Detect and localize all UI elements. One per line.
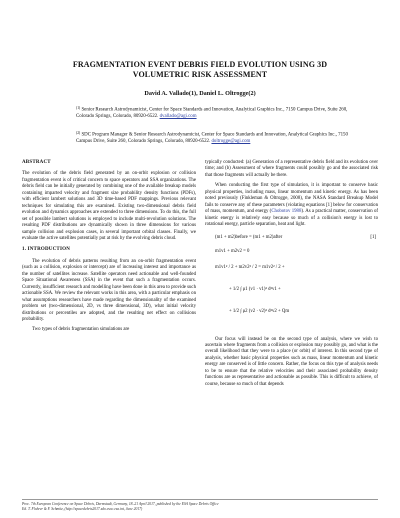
affiliation-1 bbox=[76, 105, 348, 120]
affiliation-2-marker: (2) bbox=[76, 131, 81, 135]
affiliation-1-text: Senior Research Astrodynamicist, Center for Space Standards and Innovation, Analytical Graphics Inc., 7150 Campus Drive, Suite 260, Colorado Springs, Colorado, 80920-6522. bbox=[76, 107, 348, 119]
abstract-text: The evolution of the debris field generated by an on-orbit explosion or collision fragmentation event is of critical concern to space operators and SSA organizations. The debris field can be initially generated by combining one of the available breakup models containing imparted velocity and fragment size probability density functions (PDFs), with efficient lambert solutions and 3D time-based PDF mappings. Previous relevant techniques for simulating this are examined. Existing two-dimensional debris field evolution and dynamics approaches are extended to three dimensions. To do this, the full set of possible lambert solutions is employed to include multi-revolution solutions. The resulting PDF distributions are dynamically shown in three dimensions for various sample collision and explosion cases, in several important orbital classes. Finally, we evaluate the active satellites potentially put at risk by the evolving debris cloud. bbox=[22, 171, 196, 241]
equation-line-2: m1v1 + m2v2 = 0 bbox=[215, 248, 250, 254]
right-paragraph-2 bbox=[205, 183, 378, 228]
equation-line-5: + 1/2 ∫ ρ2 (v2 · v2)² d³v2 + Qm bbox=[229, 308, 290, 314]
right-paragraph-2-text-a: When conducting the first type of simulation, it is important to conserve basic physical properties, including mass, linear momentum and kinetic energy. As has been noted previously (Finkleman & Oltrogge, 2008), the NASA Standard Breakup Model fails to conserve any of these parameters (violating equations [1] below for conservation of mass, momentum, and energy ( bbox=[205, 183, 378, 215]
title-line-1: FRAGMENTATION EVENT DEBRIS FIELD EVOLUTION USING 3D bbox=[72, 60, 328, 69]
equation-number: [1] bbox=[370, 234, 376, 240]
footer-line-2: Ed. T. Flohrer & F. Schmitz, (http://spacedebris2017.sdo.esoc.esa.int, June 2017) bbox=[22, 506, 143, 511]
affiliation-2-text: SDC Program Manager & Senior Research Astrodynamicist, Center for Space Standards and Innovation, Analytical Graphics Inc., 7150 Campus Drive, Suite 260, Colorado Springs, Colorado, 80920-6522. bbox=[76, 132, 348, 144]
proceedings-footer bbox=[22, 499, 378, 512]
paper-title bbox=[40, 60, 360, 80]
footer-line-1: Proc. 7th European Conference on Space Debris, Darmstadt, Germany, 18–21 April 2017, published by the ESA Space Debris Office bbox=[22, 502, 219, 506]
left-column bbox=[22, 160, 196, 338]
right-paragraph-3: Our focus will instead be on the second type of analysis, where we wish to ascertain where fragments from a collision or explosion may possibly go, and what is the overall likelihood that they were to a place (or orbit) of interest. In this second type of analysis, whether basic physical properties such as mass, linear momentum and kinetic energy are conserved is of little concern. Rather, the focus on this type of analysis needs to be to ensure that the relative velocities and their associated probability density functions are as representative and actionable as possible. This is difficult to achieve, of course, because so much of that depends bbox=[205, 336, 378, 387]
affiliation-1-marker: (1) bbox=[76, 106, 81, 110]
abstract-heading: ABSTRACT bbox=[22, 160, 51, 165]
right-paragraph-1: typically conducted: (a) Generation of a representative debris field and its evolution over time; and (b) Assessment of where fragments could possibly go and the associated risk that those fragments will actually be there. bbox=[205, 160, 378, 178]
affiliation-2-email[interactable]: doltrogge@agi.com bbox=[211, 139, 251, 144]
equation-line-1: (m1 + m2)before = (m1 + m2)after bbox=[215, 234, 283, 240]
affiliation-2 bbox=[76, 130, 348, 145]
right-column bbox=[205, 160, 378, 392]
equation-line-3: m1v1² / 2 + m2v2² / 2 = m1v2² / 2 + bbox=[215, 264, 285, 270]
equation-line-4: + 1/2 ∫ ρ1 (v1 · v1)² d³v1 + bbox=[229, 286, 281, 292]
intro-paragraph-1: The evolution of debris patterns resulting from an on-orbit fragmentation event (such as a collision, explosion or intercept) are of increasing interest and importance as the number of satellites increase. Satellite operators need actionable and well-founded Space Situational Awareness (SSA) in the event that such a fragmentation occurs. Currently, insufficient research and modelling have been done in this area to provide such actionable SSA. We review the relevant works in this area, with a particular emphasis on what assumptions researchers have made regarding the dimensionality of the examined problem set (two-dimensional, 2D, vs three dimensional, 3D), what initial velocity distributions or percentiles are adopted, and the resulting net effect on collisions probability. bbox=[22, 258, 196, 322]
title-line-2: VOLUMETRIC RISK ASSESSMENT bbox=[132, 70, 268, 79]
equation-block bbox=[205, 233, 378, 331]
authors: David A. Vallado(1), Daniel L. Oltrogge(2) bbox=[144, 90, 256, 97]
intro-heading: 1. INTRODUCTION bbox=[22, 247, 71, 253]
citation-link[interactable]: Chobotov 1988 bbox=[271, 209, 302, 215]
affiliation-1-email[interactable]: dvallado@agi.com bbox=[159, 114, 197, 119]
intro-paragraph-2: Two types of debris fragmentation simulations are bbox=[32, 327, 130, 333]
right-paragraph-2-text-b: ). As a practical matter, conservation of kinetic energy is relatively easy because so much of a collision's energy is lost to rotational energy, particle separation, heat and light. bbox=[205, 209, 378, 228]
